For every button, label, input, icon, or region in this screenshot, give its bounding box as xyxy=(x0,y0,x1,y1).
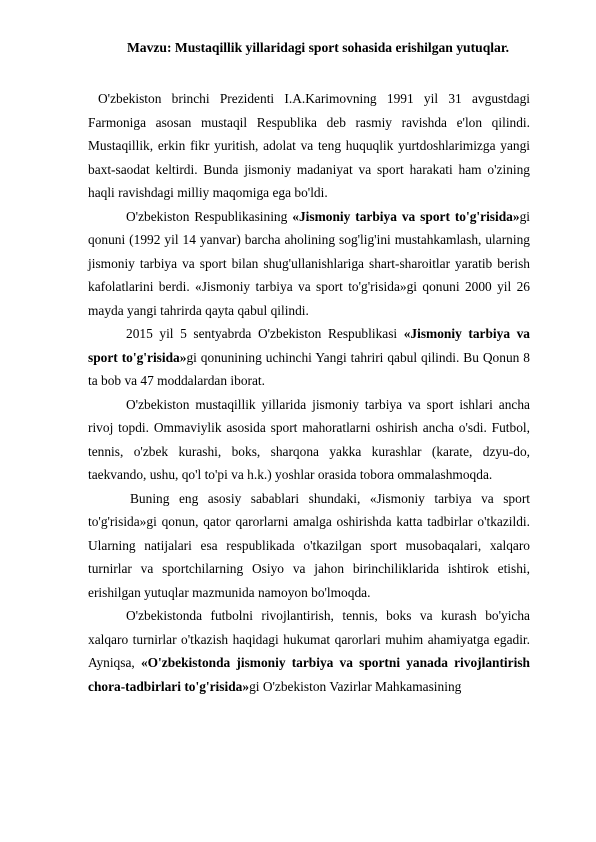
paragraph-3 xyxy=(88,322,530,393)
paragraph-3-text-c: gi qonunining uchinchi Yangi tahriri qabul qilindi. Bu Qonun 8 ta bob va 47 moddalardan iborat. xyxy=(88,349,530,388)
document-body xyxy=(88,87,530,698)
paragraph-6-text-a: O'zbekistonda futbolni rivojlantirish, tennis, boks va kurash bo'yicha xalqaro turnirlar o'tkazish haqidagi hukumat qarorlari muhim ahamiyatga egadir. Ayniqsa, xyxy=(88,608,530,670)
paragraph-2-text-a: O'zbekiston Respublikasining xyxy=(126,208,293,224)
paragraph-3-text-a: 2015 yil 5 sentyabrda O'zbekiston Respublikasi xyxy=(126,326,404,341)
paragraph-3-bold: «Jismoniy tarbiya va sport to'g'risida» xyxy=(88,326,530,365)
paragraph-2 xyxy=(88,205,530,323)
paragraph-1: O'zbekiston brinchi Prezidenti I.A.Karimovning 1991 yil 31 avgustdagi Farmoniga asosan mustaqil Respublika deb rasmiy ravishda e'lon qilindi. Mustaqillik, erkin fikr yuritish, adolat va teng huquqlik yurtdoshlarimizga yangi baxt-saodat keltirdi. Bunda jismoniy madaniyat va sport harakati ham o'zining haqli ravishdagi milliy maqomiga ega bo'ldi. xyxy=(88,91,530,200)
paragraph-2-text-c: gi qonuni (1992 yil 14 yanvar) barcha aholining sog'lig'ini mustahkamlash, ularning jismoniy tarbiya va sport bilan shug'ullanishlariga shart-sharoitlar yaratib berish kafolatlarini berdi. «Jismoniy tarbiya va sport to'g'risida»gi qonuni 2000 yil 26 mayda yangi tahrirda qayta qabul qilindi. xyxy=(88,208,530,318)
paragraph-2-bold: «Jismoniy tarbiya va sport to'g'risida» xyxy=(292,208,520,224)
paragraph-6-text-c: gi O'zbekiston Vazirlar Mahkamasining xyxy=(249,678,462,694)
paragraph-4: O'zbekiston mustaqillik yillarida jismoniy tarbiya va sport ishlari ancha rivoj topdi. Ommaviylik asosida sport mahoratlarni oshirish ancha o'sdi. Futbol, tennis, o'zbek kurashi, boks, sharqona yakka kurashlar (karate, dzyu-do, taekvando, ushu, qo'l to'pi va h.k.) yoshlar orasida tobora ommalashmoqda. xyxy=(88,396,530,482)
paragraph-6 xyxy=(88,604,530,698)
paragraph-5: Buning eng asosiy sabablari shundaki, «Jismoniy tarbiya va sport to'g'risida»gi qonun, qator qarorlarni amalga oshirishda katta tadbirlar o'tkazildi. Ularning natijalari esa respublikada o'tkazilgan sport musobaqalari, xalqaro turnirlar va sportchilarning Osiyo va jahon birinchiliklarida ishtirok etishi, erishilgan yutuqlar mazmunida namoyon bo'lmoqda. xyxy=(88,490,530,600)
page-title: Mavzu: Mustaqillik yillaridagi sport sohasida erishilgan yutuqlar. xyxy=(126,40,510,55)
paragraph-6-bold: «O'zbekistonda jismoniy tarbiya va sportni yanada rivojlantirish chora-tadbirlari to'g'risida» xyxy=(88,655,530,694)
